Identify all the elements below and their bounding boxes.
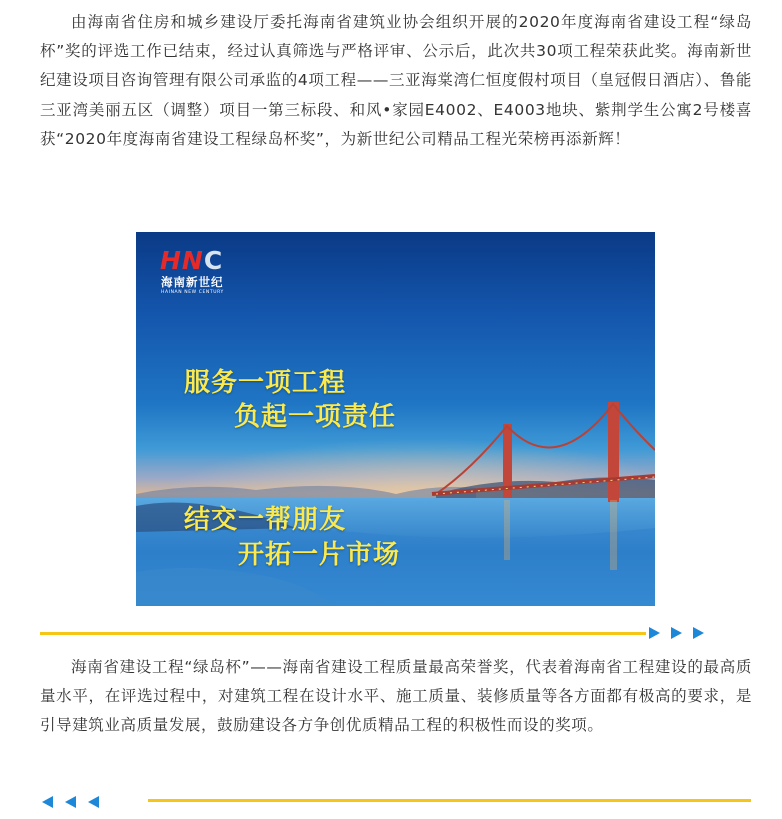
logo-mark-text: HN: [160, 246, 204, 275]
right-arrow-icon: [671, 627, 682, 639]
slogan-line-1: 服务一项工程: [184, 368, 347, 398]
bridge-tower: [608, 402, 619, 502]
left-arrow-icon: [42, 796, 53, 808]
logo-chinese-name: 海南新世纪: [161, 275, 224, 289]
company-logo: [160, 246, 223, 275]
logo-english-name: HAINAN NEW CENTURY: [161, 290, 224, 295]
slogan-line-2: 负起一项责任: [234, 402, 397, 432]
right-arrow-icon: [693, 627, 704, 639]
description-paragraph: 海南省建设工程“绿岛杯”——海南省建设工程质量最高荣誉奖，代表着海南省工程建设的最高质量水平，在评选过程中，对建筑工程在设计水平、施工质量、装修质量等各方面都有极高的要求，是引导建筑业高质量发展，鼓励建设各方争创优质精品工程的积极性而设的奖项。: [40, 658, 752, 735]
right-arrow-icon: [649, 627, 660, 639]
section-divider-bottom: [148, 799, 751, 802]
left-arrow-icon: [65, 796, 76, 808]
section-divider-top: [40, 632, 646, 635]
intro-paragraph: 由海南省住房和城乡建设厅委托海南省建筑业协会组织开展的2020年度海南省建设工程“绿岛杯”奖的评选工作已结束，经过认真筛选与严格评审、公示后，此次共30项工程荣获此奖。海南新世纪建设项目咨询管理有限公司承监的4项工程——三亚海棠湾仁恒度假村项目（皇冠假日酒店）、鲁能三亚湾美丽五区（调整）项目一第三标段、和风•家园E4002、E4003地块、紫荆学生公寓2号楼喜获“2020年度海南省建设工程绿岛杯奖”，为新世纪公司精品工程光荣榜再添新辉！: [40, 13, 752, 148]
slogan-line-4: 开拓一片市场: [238, 540, 401, 570]
logo-mark-c: C: [203, 246, 224, 275]
slogan-banner-image: [136, 232, 655, 606]
slogan-line-3: 结交一帮朋友: [184, 505, 347, 535]
left-arrow-icon: [88, 796, 99, 808]
